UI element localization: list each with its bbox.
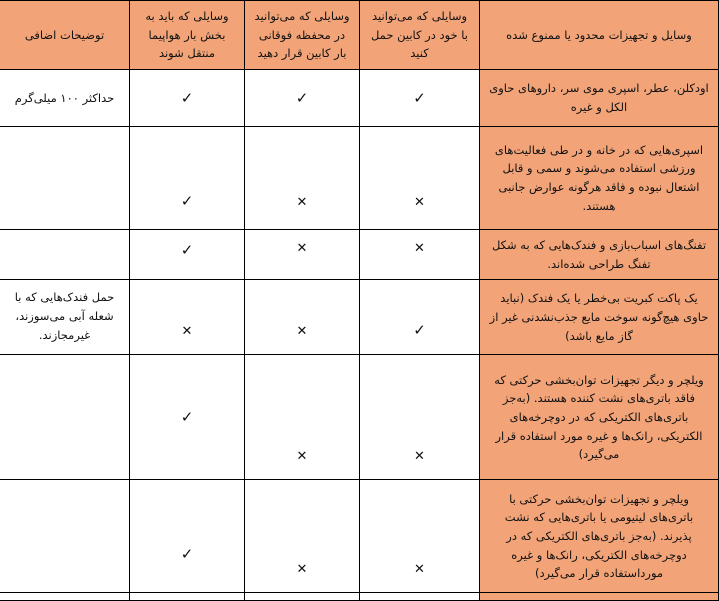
cell-item: یک پاکت کبریت بی‌خطر یا یک فندک (نباید حاوی هیچ‌گونه سوخت مایع جذب‌نشدنی غیر از گاز مایع باشد)	[480, 280, 719, 355]
table-row	[0, 70, 719, 127]
cell-item: ویلچر و دیگر تجهیزات توان‌بخشی حرکتی که فاقد باتری‌های نشت کننده هستند. (به‌جز باتری‌های الکتریکی که در دوچرخه‌های الکتریکی، رانک‌ها و غیره مورد استفاده قرار می‌گیرد)	[480, 355, 719, 480]
cell-cabin-mark	[360, 230, 480, 280]
cell-overhead-mark	[245, 480, 360, 593]
denied-cross-icon: ✕	[296, 449, 308, 465]
cell-item: تفنگ‌های اسباب‌بازی و فندک‌هایی که به شکل تفنگ طراحی شده‌اند.	[480, 230, 719, 280]
table-body	[0, 70, 719, 601]
allowed-check-icon: ✓	[295, 88, 309, 107]
table-row	[0, 127, 719, 230]
cell-cabin-partial	[360, 593, 480, 601]
cell-item: اسپری‌هایی که در خانه و در طی فعالیت‌های ورزشی استفاده می‌شوند و سمی و قابل اشتعال نبوده و فاقد هرگونه عوارض جانبی هستند.	[480, 127, 719, 230]
column-header-overhead: وسایلی که می‌توانید در محفظه فوقانی بار کابین قرار دهید	[245, 1, 360, 70]
cell-notes	[0, 355, 130, 480]
denied-cross-icon: ✕	[414, 194, 425, 210]
cell-notes	[0, 480, 130, 593]
cell-overhead-partial	[245, 593, 360, 601]
cell-cabin-mark	[360, 480, 480, 593]
cell-hold-mark	[130, 280, 245, 355]
denied-cross-icon: ✕	[181, 324, 193, 340]
denied-cross-icon: ✕	[414, 241, 425, 256]
column-header-hold: وسایلی که باید به بخش بار هواپیما منتقل شوند	[130, 1, 245, 70]
header-row	[0, 1, 719, 70]
denied-cross-icon: ✕	[414, 562, 425, 578]
denied-cross-icon: ✕	[414, 449, 425, 465]
column-header-cabin: وسایلی که می‌توانید با خود در کابین حمل کنید	[360, 1, 480, 70]
cell-overhead-mark	[245, 355, 360, 480]
allowed-check-icon: ✓	[413, 320, 426, 339]
table-header	[0, 1, 719, 70]
cell-item: ویلچر و تجهیزات توان‌بخشی حرکتی با باتری‌های لیتیومی یا باتری‌هایی که نشت پذیرند. (به‌جز باتری‌های الکتریکی که در دوچرخه‌های الکتریکی، رانک‌ها و غیره مورداستفاده قرار می‌گیرد)	[480, 480, 719, 593]
cell-item: اودکلن، عطر، اسپری موی سر، داروهای حاوی الکل و غیره	[480, 70, 719, 127]
table-row	[0, 355, 719, 480]
table-row-partial	[0, 593, 719, 601]
denied-cross-icon: ✕	[296, 562, 308, 578]
allowed-check-icon: ✓	[180, 88, 194, 107]
cell-notes	[0, 230, 130, 280]
denied-cross-icon: ✕	[296, 241, 308, 256]
cell-notes	[0, 127, 130, 230]
allowed-check-icon: ✓	[180, 241, 194, 259]
cell-hold-mark	[130, 70, 245, 127]
cell-overhead-mark	[245, 230, 360, 280]
cell-notes: حمل فندک‌هایی که با شعله آبی می‌سوزند، غیرمجازند.	[0, 280, 130, 355]
cell-cabin-mark	[360, 127, 480, 230]
cell-cabin-mark	[360, 355, 480, 480]
cell-notes: حداکثر ۱۰۰ میلی‌گرم	[0, 70, 130, 127]
table-row	[0, 230, 719, 280]
cell-hold-mark	[130, 230, 245, 280]
cell-hold-mark	[130, 355, 245, 480]
denied-cross-icon: ✕	[296, 324, 308, 340]
allowed-check-icon: ✓	[180, 408, 194, 427]
cell-hold-mark	[130, 480, 245, 593]
cell-cabin-mark	[360, 280, 480, 355]
allowed-check-icon: ✓	[413, 88, 426, 107]
table-row	[0, 480, 719, 593]
cell-cabin-mark	[360, 70, 480, 127]
column-header-item: وسایل و تجهیزات محدود یا ممنوع شده	[480, 1, 719, 70]
cell-overhead-mark	[245, 127, 360, 230]
cell-overhead-mark	[245, 70, 360, 127]
cell-item-partial	[480, 593, 719, 601]
cell-hold-partial	[130, 593, 245, 601]
cell-notes-partial	[0, 593, 130, 601]
allowed-check-icon: ✓	[180, 191, 194, 210]
allowed-check-icon: ✓	[180, 544, 194, 563]
cell-hold-mark	[130, 127, 245, 230]
denied-cross-icon: ✕	[296, 194, 308, 210]
cell-overhead-mark	[245, 280, 360, 355]
table-row	[0, 280, 719, 355]
column-header-notes: توضیحات اضافی	[0, 1, 130, 70]
